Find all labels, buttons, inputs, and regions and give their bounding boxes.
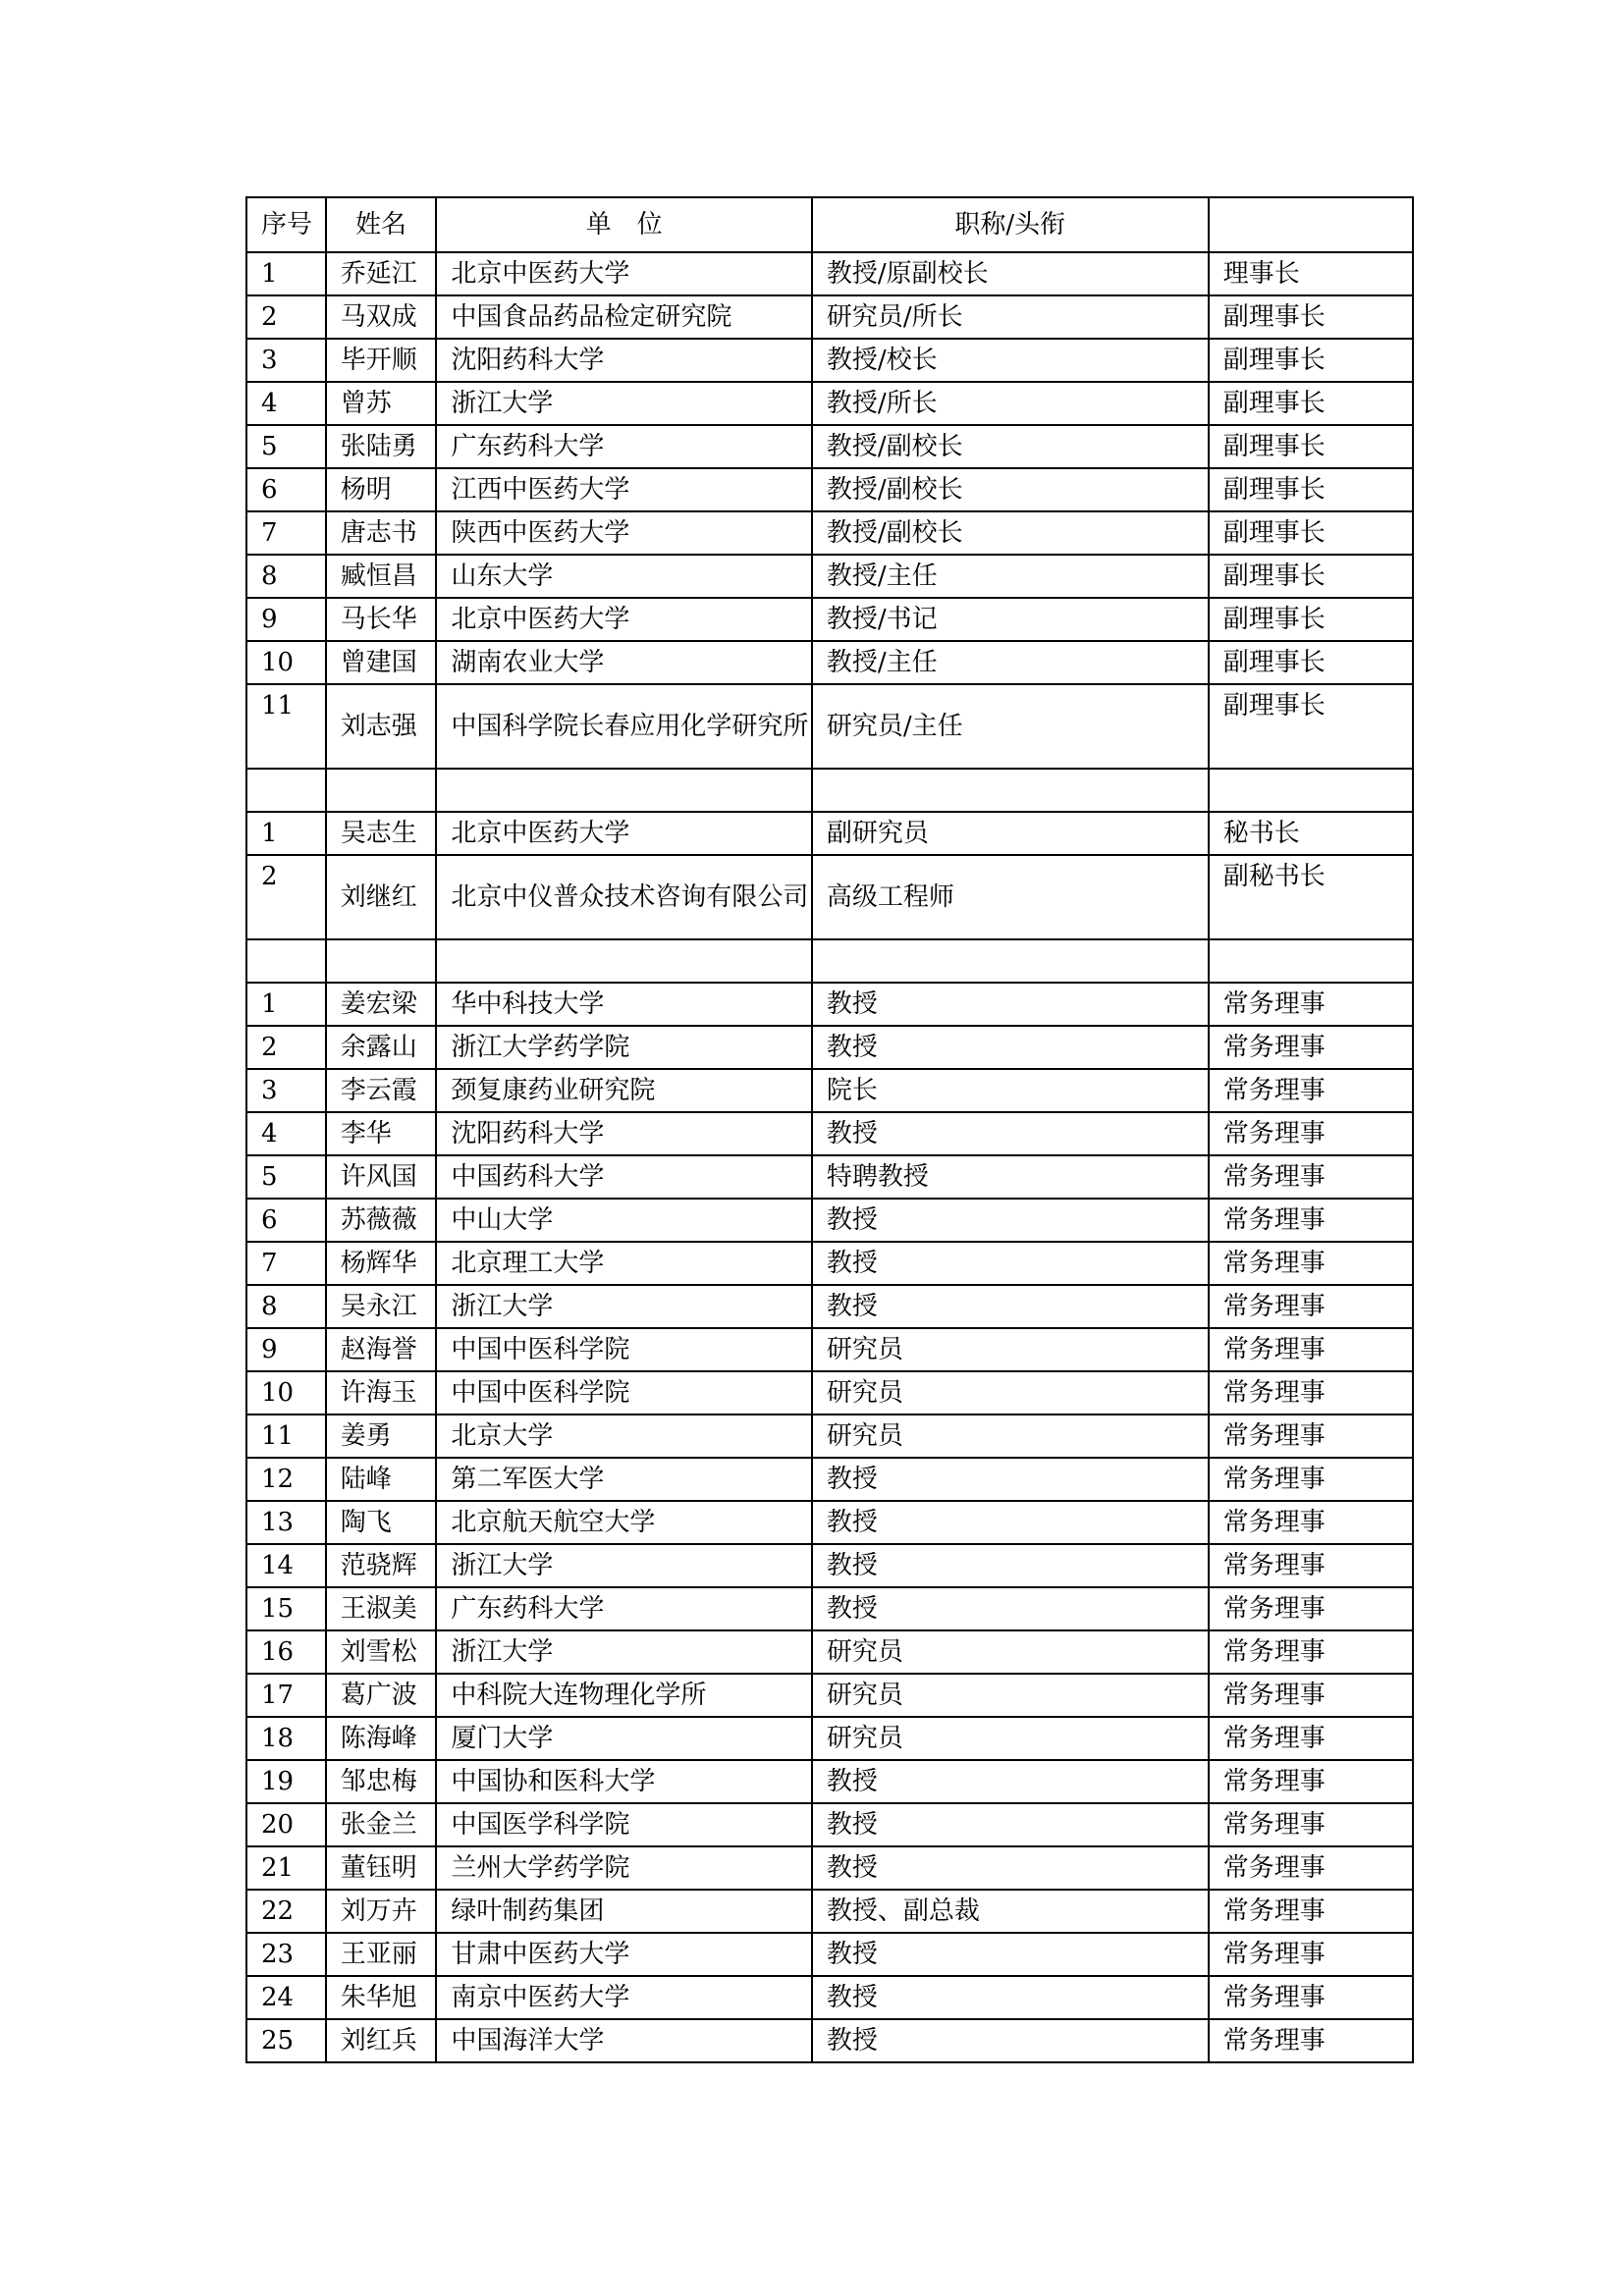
table-row: [246, 1501, 1413, 1544]
cell-unit: 中国医学科学院: [436, 1803, 812, 1846]
cell-title: 研究员/所长: [812, 295, 1209, 339]
cell-title: 教授: [812, 1501, 1209, 1544]
cell-title: 教授/书记: [812, 598, 1209, 641]
cell-unit: 北京中医药大学: [436, 812, 812, 855]
cell-role: 常务理事: [1209, 983, 1413, 1026]
cell-unit: 第二军医大学: [436, 1458, 812, 1501]
cell-unit: 浙江大学: [436, 382, 812, 425]
cell-no: 1: [246, 812, 326, 855]
table-row: [246, 1717, 1413, 1760]
header-role: [1209, 197, 1413, 252]
table-row: [246, 1933, 1413, 1976]
cell-name: 姜勇: [326, 1415, 437, 1458]
cell-no: 6: [246, 1199, 326, 1242]
table-header: [246, 197, 1413, 252]
cell-no: 25: [246, 2019, 326, 2062]
cell-title: 研究员: [812, 1674, 1209, 1717]
cell-unit: 浙江大学: [436, 1630, 812, 1674]
cell-unit: 北京中仪普众技术咨询有限公司: [436, 855, 812, 939]
empty-cell: [246, 939, 326, 983]
cell-title: 教授: [812, 1933, 1209, 1976]
cell-no: 12: [246, 1458, 326, 1501]
cell-title: 教授: [812, 1544, 1209, 1587]
empty-cell: [246, 769, 326, 812]
table-row: [246, 1544, 1413, 1587]
cell-name: 刘红兵: [326, 2019, 437, 2062]
cell-role: 常务理事: [1209, 1328, 1413, 1371]
cell-unit: 中国药科大学: [436, 1155, 812, 1199]
cell-unit: 中国中医科学院: [436, 1328, 812, 1371]
cell-name: 曾苏: [326, 382, 437, 425]
cell-title: 教授/主任: [812, 641, 1209, 684]
cell-role: 常务理事: [1209, 1155, 1413, 1199]
cell-title: 教授: [812, 1846, 1209, 1890]
cell-title: 教授: [812, 983, 1209, 1026]
cell-name: 吴永江: [326, 1285, 437, 1328]
cell-no: 10: [246, 1371, 326, 1415]
table-row: [246, 295, 1413, 339]
cell-no: 9: [246, 1328, 326, 1371]
cell-name: 乔延江: [326, 252, 437, 295]
cell-no: 11: [246, 1415, 326, 1458]
cell-name: 余露山: [326, 1026, 437, 1069]
cell-no: 24: [246, 1976, 326, 2019]
cell-name: 王亚丽: [326, 1933, 437, 1976]
table-row: [246, 598, 1413, 641]
cell-name: 唐志书: [326, 511, 437, 555]
cell-title: 研究员/主任: [812, 684, 1209, 769]
cell-title: 教授/主任: [812, 555, 1209, 598]
cell-name: 许风国: [326, 1155, 437, 1199]
cell-unit: 沈阳药科大学: [436, 339, 812, 382]
cell-name: 陈海峰: [326, 1717, 437, 1760]
table-row: [246, 382, 1413, 425]
cell-name: 李华: [326, 1112, 437, 1155]
cell-no: 21: [246, 1846, 326, 1890]
cell-unit: 浙江大学: [436, 1544, 812, 1587]
table-row: [246, 468, 1413, 511]
cell-title: 研究员: [812, 1371, 1209, 1415]
cell-unit: 浙江大学: [436, 1285, 812, 1328]
header-no: 序号: [246, 197, 326, 252]
table-row: [246, 1846, 1413, 1890]
cell-role: 副理事长: [1209, 339, 1413, 382]
cell-role: 常务理事: [1209, 1069, 1413, 1112]
cell-name: 许海玉: [326, 1371, 437, 1415]
empty-cell: [812, 939, 1209, 983]
cell-unit: 中山大学: [436, 1199, 812, 1242]
cell-unit: 南京中医药大学: [436, 1976, 812, 2019]
cell-role: 常务理事: [1209, 1803, 1413, 1846]
cell-unit: 北京大学: [436, 1415, 812, 1458]
cell-name: 刘万卉: [326, 1890, 437, 1933]
cell-unit: 中科院大连物理化学所: [436, 1674, 812, 1717]
table-row: [246, 1890, 1413, 1933]
cell-title: 研究员: [812, 1415, 1209, 1458]
cell-role: 常务理事: [1209, 1760, 1413, 1803]
cell-title: 教授: [812, 1803, 1209, 1846]
cell-no: 5: [246, 1155, 326, 1199]
cell-no: 5: [246, 425, 326, 468]
cell-unit: 江西中医药大学: [436, 468, 812, 511]
cell-no: 7: [246, 511, 326, 555]
cell-unit: 广东药科大学: [436, 425, 812, 468]
table-row: [246, 2019, 1413, 2062]
cell-title: 特聘教授: [812, 1155, 1209, 1199]
cell-role: 常务理事: [1209, 2019, 1413, 2062]
header-title: 职称/头衔: [812, 197, 1209, 252]
cell-no: 10: [246, 641, 326, 684]
cell-name: 陆峰: [326, 1458, 437, 1501]
cell-no: 20: [246, 1803, 326, 1846]
cell-title: 研究员: [812, 1328, 1209, 1371]
cell-role: 常务理事: [1209, 1544, 1413, 1587]
cell-name: 曾建国: [326, 641, 437, 684]
cell-unit: 中国科学院长春应用化学研究所: [436, 684, 812, 769]
cell-unit: 沈阳药科大学: [436, 1112, 812, 1155]
table-row: [246, 855, 1413, 939]
cell-name: 刘雪松: [326, 1630, 437, 1674]
cell-name: 朱华旭: [326, 1976, 437, 2019]
cell-name: 苏薇薇: [326, 1199, 437, 1242]
cell-role: 副理事长: [1209, 641, 1413, 684]
cell-no: 6: [246, 468, 326, 511]
table-row: [246, 1112, 1413, 1155]
cell-role: 理事长: [1209, 252, 1413, 295]
cell-title: 教授: [812, 1242, 1209, 1285]
cell-unit: 中国协和医科大学: [436, 1760, 812, 1803]
cell-role: 常务理事: [1209, 1674, 1413, 1717]
table-row: [246, 1242, 1413, 1285]
cell-role: 常务理事: [1209, 1458, 1413, 1501]
cell-name: 姜宏梁: [326, 983, 437, 1026]
cell-no: 8: [246, 555, 326, 598]
cell-name: 李云霞: [326, 1069, 437, 1112]
table-body: [246, 252, 1413, 2062]
cell-no: 23: [246, 1933, 326, 1976]
cell-name: 范骁辉: [326, 1544, 437, 1587]
table-row: [246, 1415, 1413, 1458]
table-row: [246, 983, 1413, 1026]
cell-no: 18: [246, 1717, 326, 1760]
cell-role: 副理事长: [1209, 684, 1413, 769]
cell-name: 杨辉华: [326, 1242, 437, 1285]
cell-no: 3: [246, 1069, 326, 1112]
cell-role: 常务理事: [1209, 1630, 1413, 1674]
cell-role: 常务理事: [1209, 1242, 1413, 1285]
table-row: [246, 1760, 1413, 1803]
cell-no: 2: [246, 1026, 326, 1069]
cell-role: 常务理事: [1209, 1199, 1413, 1242]
cell-role: 副理事长: [1209, 511, 1413, 555]
cell-title: 副研究员: [812, 812, 1209, 855]
cell-title: 教授、副总裁: [812, 1890, 1209, 1933]
header-row: [246, 197, 1413, 252]
cell-unit: 山东大学: [436, 555, 812, 598]
cell-role: 常务理事: [1209, 1501, 1413, 1544]
cell-no: 16: [246, 1630, 326, 1674]
empty-cell: [326, 769, 437, 812]
cell-no: 13: [246, 1501, 326, 1544]
cell-unit: 中国中医科学院: [436, 1371, 812, 1415]
empty-cell: [436, 769, 812, 812]
cell-role: 常务理事: [1209, 1285, 1413, 1328]
cell-role: 常务理事: [1209, 1976, 1413, 2019]
cell-title: 教授/所长: [812, 382, 1209, 425]
cell-no: 22: [246, 1890, 326, 1933]
cell-unit: 颈复康药业研究院: [436, 1069, 812, 1112]
cell-role: 副理事长: [1209, 382, 1413, 425]
cell-no: 1: [246, 983, 326, 1026]
cell-name: 马长华: [326, 598, 437, 641]
cell-no: 4: [246, 382, 326, 425]
cell-title: 教授: [812, 1026, 1209, 1069]
cell-unit: 广东药科大学: [436, 1587, 812, 1630]
cell-no: 11: [246, 684, 326, 769]
cell-name: 吴志生: [326, 812, 437, 855]
cell-name: 马双成: [326, 295, 437, 339]
cell-name: 董钰明: [326, 1846, 437, 1890]
table-row: [246, 1674, 1413, 1717]
empty-cell: [326, 939, 437, 983]
table-row: [246, 339, 1413, 382]
cell-role: 副秘书长: [1209, 855, 1413, 939]
cell-no: 9: [246, 598, 326, 641]
cell-title: 教授/副校长: [812, 468, 1209, 511]
table-row: [246, 1630, 1413, 1674]
cell-no: 19: [246, 1760, 326, 1803]
cell-unit: 北京中医药大学: [436, 598, 812, 641]
cell-unit: 陕西中医药大学: [436, 511, 812, 555]
cell-name: 陶飞: [326, 1501, 437, 1544]
table-row: [246, 1026, 1413, 1069]
cell-no: 1: [246, 252, 326, 295]
cell-role: 常务理事: [1209, 1933, 1413, 1976]
cell-title: 高级工程师: [812, 855, 1209, 939]
section-divider-row: [246, 769, 1413, 812]
cell-unit: 兰州大学药学院: [436, 1846, 812, 1890]
cell-role: 副理事长: [1209, 425, 1413, 468]
cell-title: 教授/原副校长: [812, 252, 1209, 295]
cell-title: 教授/副校长: [812, 425, 1209, 468]
cell-name: 赵海誉: [326, 1328, 437, 1371]
table-row: [246, 252, 1413, 295]
table-row: [246, 425, 1413, 468]
cell-unit: 绿叶制药集团: [436, 1890, 812, 1933]
cell-title: 研究员: [812, 1630, 1209, 1674]
cell-title: 教授: [812, 1760, 1209, 1803]
cell-name: 邹忠梅: [326, 1760, 437, 1803]
table-row: [246, 684, 1413, 769]
cell-name: 刘志强: [326, 684, 437, 769]
cell-unit: 北京航天航空大学: [436, 1501, 812, 1544]
cell-name: 张金兰: [326, 1803, 437, 1846]
table-row: [246, 1199, 1413, 1242]
table-row: [246, 1371, 1413, 1415]
cell-no: 4: [246, 1112, 326, 1155]
cell-role: 常务理事: [1209, 1371, 1413, 1415]
member-table: [245, 196, 1414, 2063]
cell-title: 教授: [812, 1458, 1209, 1501]
cell-no: 2: [246, 295, 326, 339]
cell-name: 杨明: [326, 468, 437, 511]
cell-name: 刘继红: [326, 855, 437, 939]
table-row: [246, 555, 1413, 598]
cell-no: 17: [246, 1674, 326, 1717]
cell-role: 常务理事: [1209, 1112, 1413, 1155]
cell-role: 副理事长: [1209, 295, 1413, 339]
cell-role: 常务理事: [1209, 1415, 1413, 1458]
cell-unit: 北京中医药大学: [436, 252, 812, 295]
table-row: [246, 1069, 1413, 1112]
cell-title: 教授: [812, 1112, 1209, 1155]
cell-name: 葛广波: [326, 1674, 437, 1717]
table-row: [246, 1587, 1413, 1630]
table-row: [246, 1458, 1413, 1501]
cell-no: 3: [246, 339, 326, 382]
cell-unit: 华中科技大学: [436, 983, 812, 1026]
cell-no: 7: [246, 1242, 326, 1285]
cell-unit: 北京理工大学: [436, 1242, 812, 1285]
cell-name: 臧恒昌: [326, 555, 437, 598]
header-name: 姓名: [326, 197, 437, 252]
cell-unit: 浙江大学药学院: [436, 1026, 812, 1069]
table-row: [246, 1155, 1413, 1199]
cell-role: 副理事长: [1209, 598, 1413, 641]
table-row: [246, 511, 1413, 555]
cell-title: 教授: [812, 1199, 1209, 1242]
header-unit: 单 位: [436, 197, 812, 252]
cell-role: 常务理事: [1209, 1846, 1413, 1890]
table-row: [246, 1328, 1413, 1371]
cell-title: 教授: [812, 1976, 1209, 2019]
cell-title: 研究员: [812, 1717, 1209, 1760]
table-row: [246, 1803, 1413, 1846]
cell-title: 教授: [812, 1285, 1209, 1328]
cell-unit: 湖南农业大学: [436, 641, 812, 684]
cell-role: 常务理事: [1209, 1026, 1413, 1069]
cell-unit: 中国食品药品检定研究院: [436, 295, 812, 339]
cell-role: 秘书长: [1209, 812, 1413, 855]
cell-title: 教授: [812, 2019, 1209, 2062]
cell-unit: 甘肃中医药大学: [436, 1933, 812, 1976]
section-divider-row: [246, 939, 1413, 983]
cell-title: 教授: [812, 1587, 1209, 1630]
empty-cell: [436, 939, 812, 983]
cell-role: 副理事长: [1209, 468, 1413, 511]
empty-cell: [1209, 939, 1413, 983]
cell-title: 院长: [812, 1069, 1209, 1112]
empty-cell: [1209, 769, 1413, 812]
cell-name: 毕开顺: [326, 339, 437, 382]
table-row: [246, 1976, 1413, 2019]
cell-name: 张陆勇: [326, 425, 437, 468]
cell-no: 15: [246, 1587, 326, 1630]
cell-title: 教授/副校长: [812, 511, 1209, 555]
cell-name: 王淑美: [326, 1587, 437, 1630]
cell-no: 14: [246, 1544, 326, 1587]
cell-role: 常务理事: [1209, 1890, 1413, 1933]
cell-unit: 中国海洋大学: [436, 2019, 812, 2062]
cell-no: 2: [246, 855, 326, 939]
empty-cell: [812, 769, 1209, 812]
table-row: [246, 641, 1413, 684]
cell-unit: 厦门大学: [436, 1717, 812, 1760]
cell-role: 副理事长: [1209, 555, 1413, 598]
table-row: [246, 812, 1413, 855]
table-row: [246, 1285, 1413, 1328]
cell-title: 教授/校长: [812, 339, 1209, 382]
cell-role: 常务理事: [1209, 1717, 1413, 1760]
cell-role: 常务理事: [1209, 1587, 1413, 1630]
cell-no: 8: [246, 1285, 326, 1328]
